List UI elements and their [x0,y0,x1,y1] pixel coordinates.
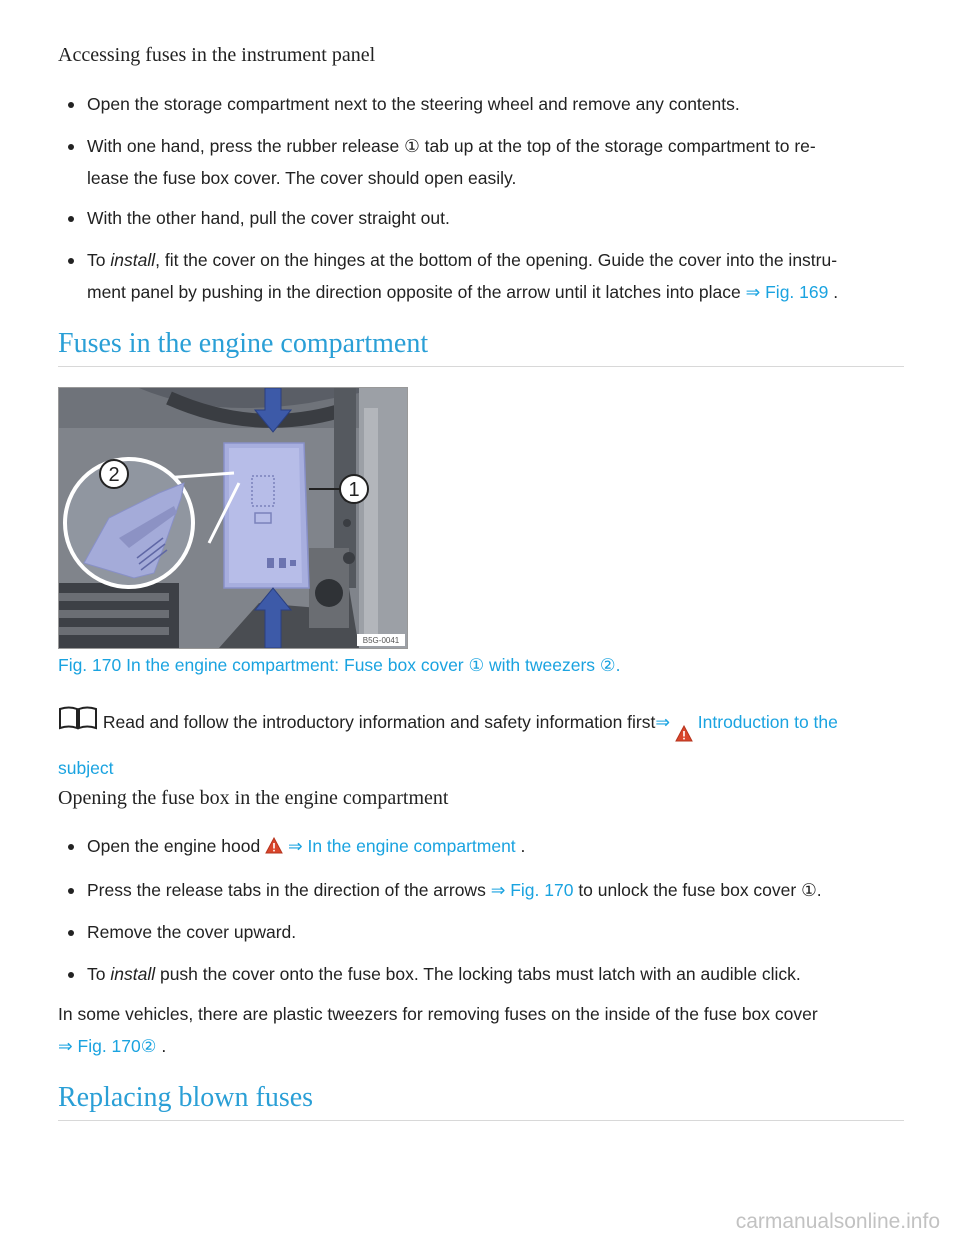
callout-2: 2 [108,464,120,486]
list-item: To install, fit the cover on the hinges at the bottom of the opening. Guide the cover into the instru- ment panel by pushing in the direction opposite of the arrow until it latches into place ⇒ Fig. 169 . [58,244,904,308]
callout-1: 1 [348,479,360,501]
book-icon [58,706,98,740]
figure-caption: Fig. 170 In the engine compartment: Fuse box cover ① with tweezers ②. [58,655,621,675]
instrument-panel-steps [58,88,904,308]
fuse-box-figure [58,387,408,649]
introduction-link[interactable]: Introduction to the subject [58,712,838,778]
warning-icon [675,720,693,752]
section-heading-instrument-panel: Accessing fuses in the instrument panel [58,44,376,66]
engine-fuse-steps [58,830,904,990]
warning-icon [265,832,283,864]
engine-compartment-link[interactable]: ⇒ In the engine compartment [287,836,516,856]
list-item: To install push the cover onto the fuse box. The locking tabs must latch with an audible click. [58,958,904,990]
figure-code: B5G-0041 [362,636,400,645]
list-item: Press the release tabs in the direction of the arrows ⇒ Fig. 170 to unlock the fuse box cover ①. [58,874,904,906]
list-item: With the other hand, pull the cover straight out. [58,202,904,234]
list-item: With one hand, press the rubber release ① tab up at the top of the storage compartment to re- lease the fuse box cover. The cover should open easily. [58,130,904,194]
fig-170-link[interactable]: ⇒ Fig. 170 [490,880,574,900]
intro-arrow-link[interactable]: ⇒ [655,712,671,732]
list-item: Open the storage compartment next to the steering wheel and remove any contents. [58,88,904,120]
section-heading-open-fuse-box: Opening the fuse box in the engine compartment [58,787,449,809]
tweezers-note: In some vehicles, there are plastic tweezers for removing fuses on the inside of the fuse box cover ⇒ Fig. 170② . [58,1004,818,1056]
list-item: Open the engine hood ⇒ In the engine compartment . [58,830,904,864]
section-title-replacing-fuses: Replacing blown fuses [58,1082,904,1121]
watermark: carmanualsonline.info [735,1210,940,1233]
list-item: Remove the cover upward. [58,916,904,948]
fig-170-tweezers-link[interactable]: ⇒ Fig. 170② [58,1036,157,1056]
section-title-engine-compartment: Fuses in the engine compartment [58,328,904,367]
fig-169-link[interactable]: ⇒ Fig. 169 [745,282,829,302]
intro-paragraph: Read and follow the introductory information and safety information first⇒ Introduction to the subject [58,706,904,784]
